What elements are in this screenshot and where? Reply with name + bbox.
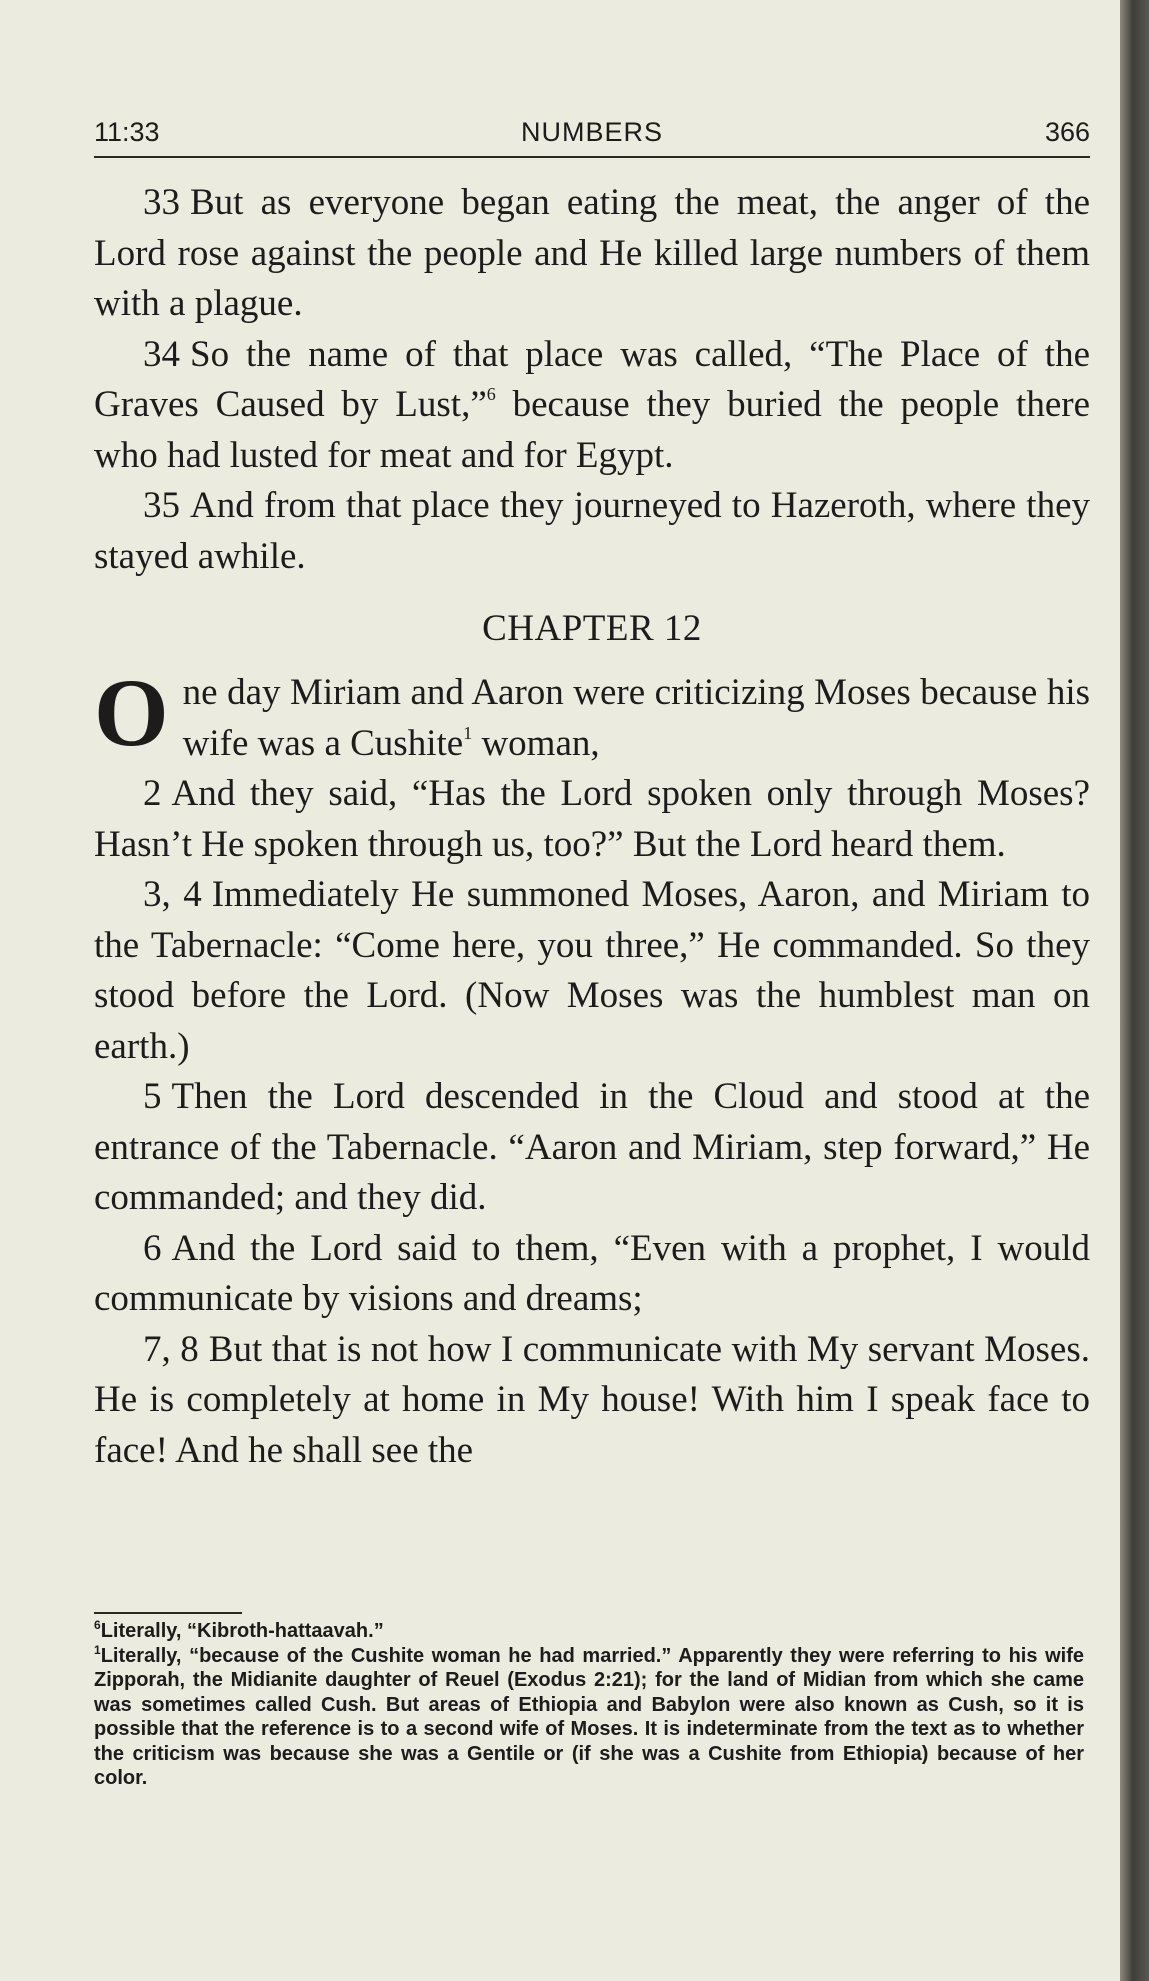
verse-35 bbox=[94, 481, 1090, 582]
footnote-marker: 6 bbox=[486, 384, 496, 404]
verse-3-4 bbox=[94, 870, 1090, 1072]
verse-5 bbox=[94, 1072, 1090, 1224]
drop-cap: O bbox=[94, 659, 169, 766]
verse-34 bbox=[94, 330, 1090, 482]
footnote-text: Literally, “Kibroth-hattaavah.” bbox=[100, 1620, 384, 1642]
footnote-marker: 1 bbox=[463, 722, 473, 743]
verse-number: 7, 8 bbox=[143, 1328, 199, 1370]
verse-text: Immediately He summoned Moses, Aaron, and Miriam to the Tabernacle: “Come here, you three,” He commanded. So they stood before the Lord. (Now Moses was the humblest man on earth.) bbox=[94, 874, 1090, 1067]
verse-6 bbox=[94, 1224, 1090, 1325]
verse-text: But as everyone began eating the meat, the anger of the Lord rose against the people and He killed large numbers of them with a plague. bbox=[94, 182, 1090, 324]
verse-number: 3, 4 bbox=[143, 874, 202, 915]
verse-number: 35 bbox=[143, 485, 180, 526]
chapter-opening-verse bbox=[94, 659, 1090, 769]
footnote-1 bbox=[94, 1644, 1084, 1791]
chapter-verse-reference: 11:33 bbox=[94, 117, 160, 147]
verse-text: So the name of that place was called, “The Place of the Graves Caused by Lust,” bbox=[94, 333, 1090, 425]
footnote-number: 1 bbox=[94, 1642, 101, 1657]
verse-7-8 bbox=[94, 1325, 1090, 1477]
verse-number: 33 bbox=[143, 182, 180, 223]
verse-number: 34 bbox=[143, 333, 180, 375]
running-header bbox=[94, 112, 1090, 158]
verse-number: 5 bbox=[143, 1076, 162, 1117]
page-number: 366 bbox=[1044, 117, 1090, 147]
footnote-divider bbox=[94, 1612, 242, 1614]
body-text bbox=[94, 178, 1090, 1476]
verse-number: 6 bbox=[143, 1227, 162, 1269]
verse-33 bbox=[94, 178, 1090, 330]
verse-text-continued: because they buried the people there who had lusted for meat and for Egypt. bbox=[94, 384, 1090, 476]
footnote-number: 6 bbox=[94, 1618, 101, 1632]
verse-text: And they said, “Has the Lord spoken only through Moses? Hasn’t He spoken through us, too?” But the Lord heard them. bbox=[94, 773, 1090, 865]
verse-text: Then the Lord descended in the Cloud and stood at the entrance of the Tabernacle. “Aaron and Miriam, step forward,” He commanded; and they did. bbox=[94, 1076, 1090, 1218]
footnote-text: Literally, “because of the Cushite woman he had married.” Apparently they were referring to his wife Zipporah, the Midianite daughter of Reuel (Exodus 2:21); for the land of Midian from which she came was sometimes called Cush. But areas of Ethiopia and Babylon were also known as Cush, so it is possible that the reference is to a second wife of Moses. It is indeterminate from the text as to whether the criticism was because she was a Gentile or (if she was a Cushite from Ethiopia) because of her color. bbox=[94, 1644, 1084, 1789]
verse-2 bbox=[94, 769, 1090, 870]
footnotes bbox=[94, 1619, 1084, 1791]
page-edge-shadow bbox=[1120, 0, 1149, 1981]
book-title: NUMBERS bbox=[520, 117, 663, 147]
chapter-heading: CHAPTER 12 bbox=[482, 608, 702, 649]
verse-number: 2 bbox=[143, 773, 162, 814]
verse-text-continued: woman, bbox=[472, 722, 600, 764]
verse-text: ne day Miriam and Aaron were criticizing Moses because his wife was a Cushite bbox=[182, 672, 1090, 764]
footnote-6 bbox=[94, 1619, 1084, 1644]
verse-text: And the Lord said to them, “Even with a prophet, I would communicate by visions and dreams; bbox=[94, 1227, 1090, 1319]
verse-text: But that is not how I communicate with My servant Moses. He is completely at home in My house! With him I speak face to face! And he shall see the bbox=[94, 1328, 1090, 1471]
verse-text: And from that place they journeyed to Hazeroth, where they stayed awhile. bbox=[94, 485, 1090, 577]
